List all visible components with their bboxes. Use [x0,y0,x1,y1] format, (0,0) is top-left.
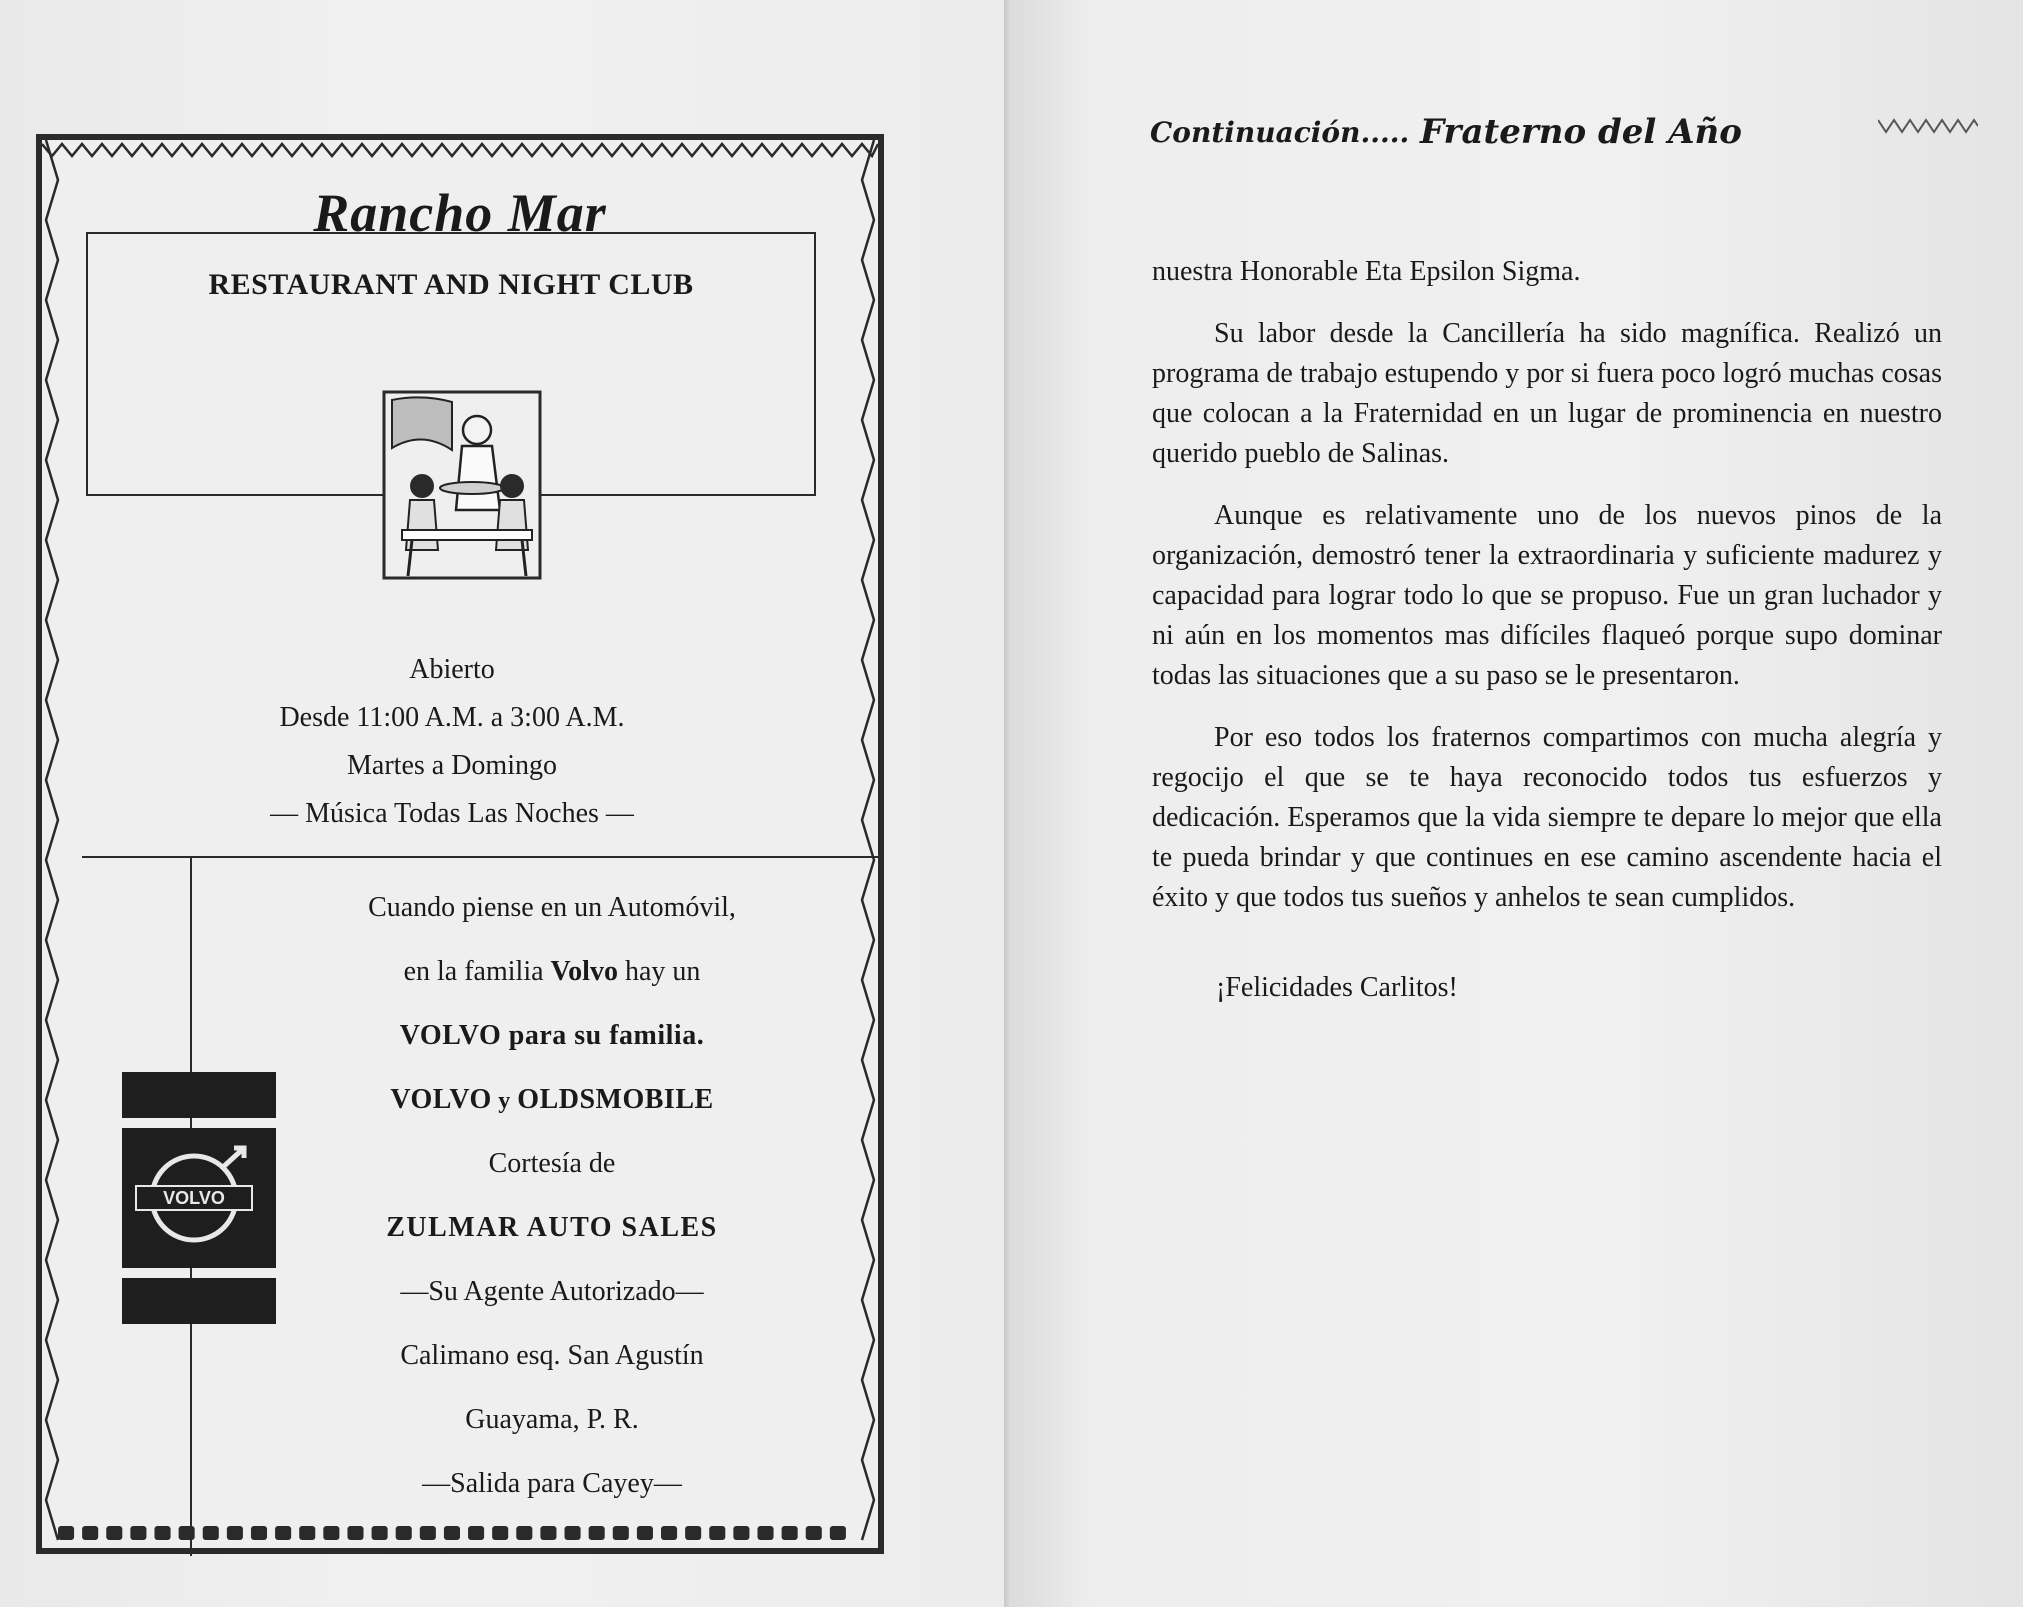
hours-open: Abierto [409,654,495,685]
volvo-line-2: en la familia Volvo hay un [403,956,701,987]
volvo-logo-text: VOLVO [163,1188,225,1208]
dealer-direction: —Salida para Cayey— [422,1468,682,1499]
ad-title: Rancho Mar [313,183,607,243]
ad-divider [82,856,882,858]
hours-music: — Música Todas Las Noches — [270,798,634,829]
zigzag-left-border [42,140,64,1548]
zigzag-right-border [856,140,878,1548]
chain-bottom-border [58,1522,862,1544]
continuation-header [1150,112,1870,168]
dealer-city: Guayama, P. R. [465,1404,639,1435]
waiter-serving-couple-illustration [382,390,542,580]
ad-subtitle: RESTAURANT AND NIGHT CLUB [208,268,694,301]
left-page [0,0,1010,1607]
dealer-name: ZULMAR AUTO SALES [386,1212,718,1243]
dealer-tagline: —Su Agente Autorizado— [400,1276,704,1307]
article-paragraph: Por eso todos los fraternos compartimos con mucha alegría y regocijo el que se te haya reconocido todos tus esfuerzos y dedicación. Esperamos que la vida siempre te depare lo mejor que ella te pueda brindar y que continues en ese camino ascendente hacia el éxito y que todos tus sueños y anhelos te sean cumplidos. [1152,722,1942,913]
article-paragraph: Aunque es relativamente uno de los nuevos pinos de la organización, demostró tener la extraordinaria y suficiente madurez y capacidad para lograr todo lo que se propuso. Fue un gran luchador y ni aún en los momentos mas difíciles flaqueó porque supo dominar todas las situaciones que a su paso se le presentaron. [1152,500,1942,691]
header-title: Fraterno del Año [1420,112,1742,152]
dealer-address: Calimano esq. San Agustín [400,1340,704,1371]
volvo-line-1: Cuando piense en un Automóvil, [368,892,736,923]
header-continuation: Continuación..... [1150,116,1410,149]
article-paragraph: Su labor desde la Cancillería ha sido magnífica. Realizó un programa de trabajo estupendo y por si fuera poco logró muchas cosas que colocan a la Fraternidad en un lugar de prominencia en nuestro querido pueblo de Salinas. [1152,318,1942,469]
advertisement-frame [36,134,884,1554]
article-body [1152,252,1942,1030]
zigzag-top-border [42,140,878,162]
hours-time: Desde 11:00 A.M. a 3:00 A.M. [279,702,625,733]
volvo-courtesy: Cortesía de [488,1148,616,1179]
volvo-logo-icon [122,1072,276,1324]
article-paragraph: nuestra Honorable Eta Epsilon Sigma. [1152,256,1581,287]
article-closing: ¡Felicidades Carlitos! [1216,972,1458,1003]
volvo-line-4: VOLVO y OLDSMOBILE [390,1084,714,1115]
volvo-line-3: VOLVO para su familia. [399,1020,705,1051]
header-zigzag-ornament [1878,118,1978,134]
hours-days: Martes a Domingo [347,750,557,781]
